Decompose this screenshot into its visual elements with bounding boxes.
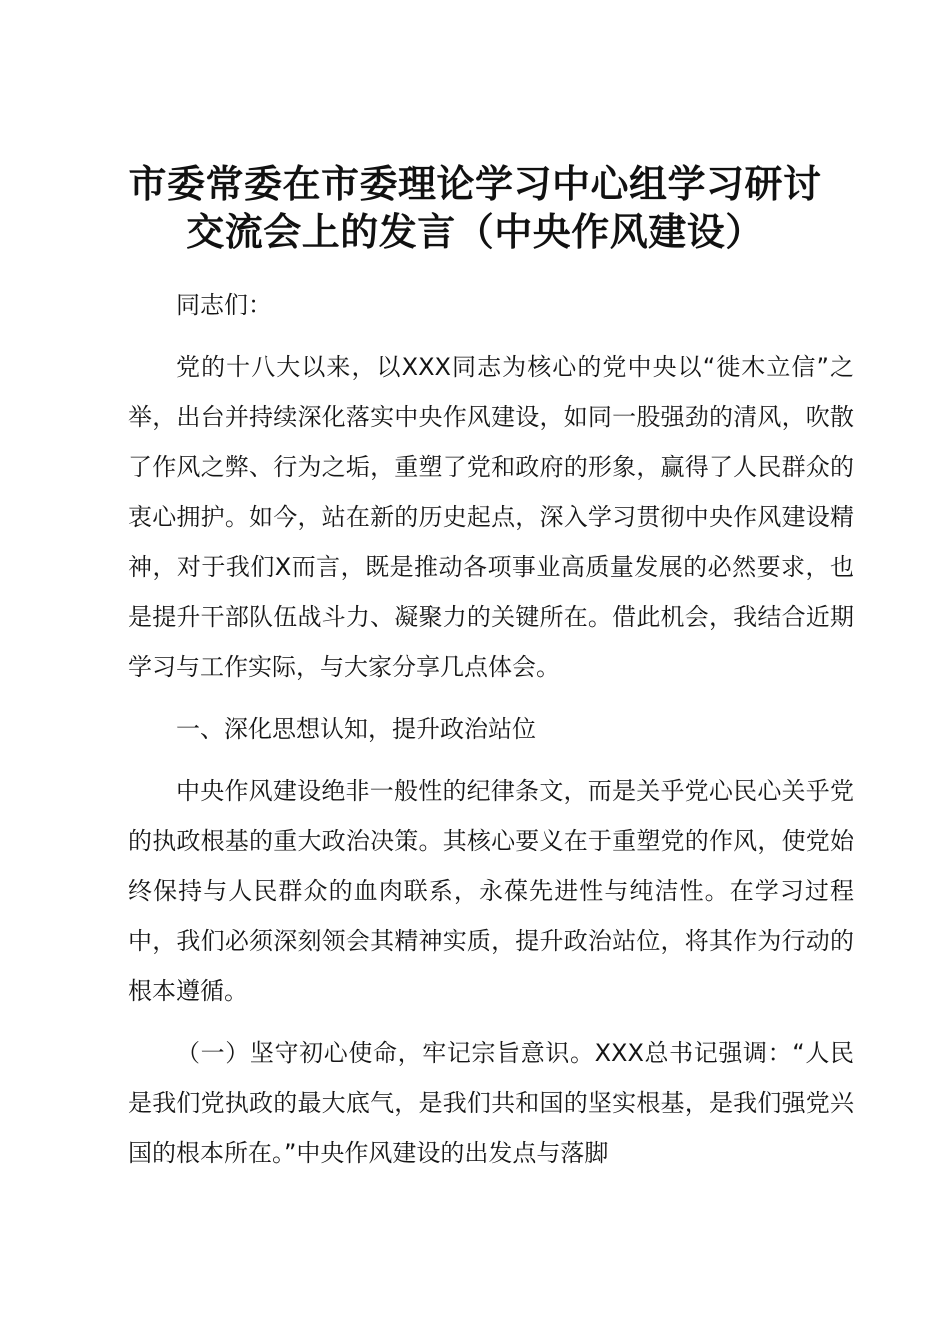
section-1-paragraph: 中央作风建设绝非一般性的纪律条文，而是关乎党心民心关乎党的执政根基的重大政治决策。其核心要义在于重塑党的作风，使党始终保持与人民群众的血肉联系，永葆先进性与纯洁性。在学习过程中，我们必须深刻领会其精神实质，提升政治站位，将其作为行动的根本遵循。 [128, 777, 854, 1005]
subsection-1-paragraph: （一）坚守初心使命，牢记宗旨意识。XXX总书记强调：“人民是我们党执政的最大底气，是我们共和国的坚实根基，是我们强党兴国的根本所在。”中央作风建设的出发点与落脚 [128, 1039, 854, 1167]
intro-paragraph: 党的十八大以来，以XXX同志为核心的党中央以“徙木立信”之举，出台并持续深化落实中央作风建设，如同一股强劲的清风，吹散了作风之弊、行为之垢，重塑了党和政府的形象，赢得了人民群众的衷心拥护。如今，站在新的历史起点，深入学习贯彻中央作风建设精神，对于我们X而言，既是推动各项事业高质量发展的必然要求，也是提升干部队伍战斗力、凝聚力的关键所在。借此机会，我结合近期学习与工作实际，与大家分享几点体会。 [128, 353, 854, 681]
section-heading-1: 一、深化思想认知，提升政治站位 [176, 715, 536, 743]
document-body [128, 280, 854, 1178]
document-title: 市委常委在市委理论学习中心组学习研讨交流会上的发言（中央作风建设） [128, 162, 822, 254]
greeting: 同志们： [176, 291, 272, 319]
